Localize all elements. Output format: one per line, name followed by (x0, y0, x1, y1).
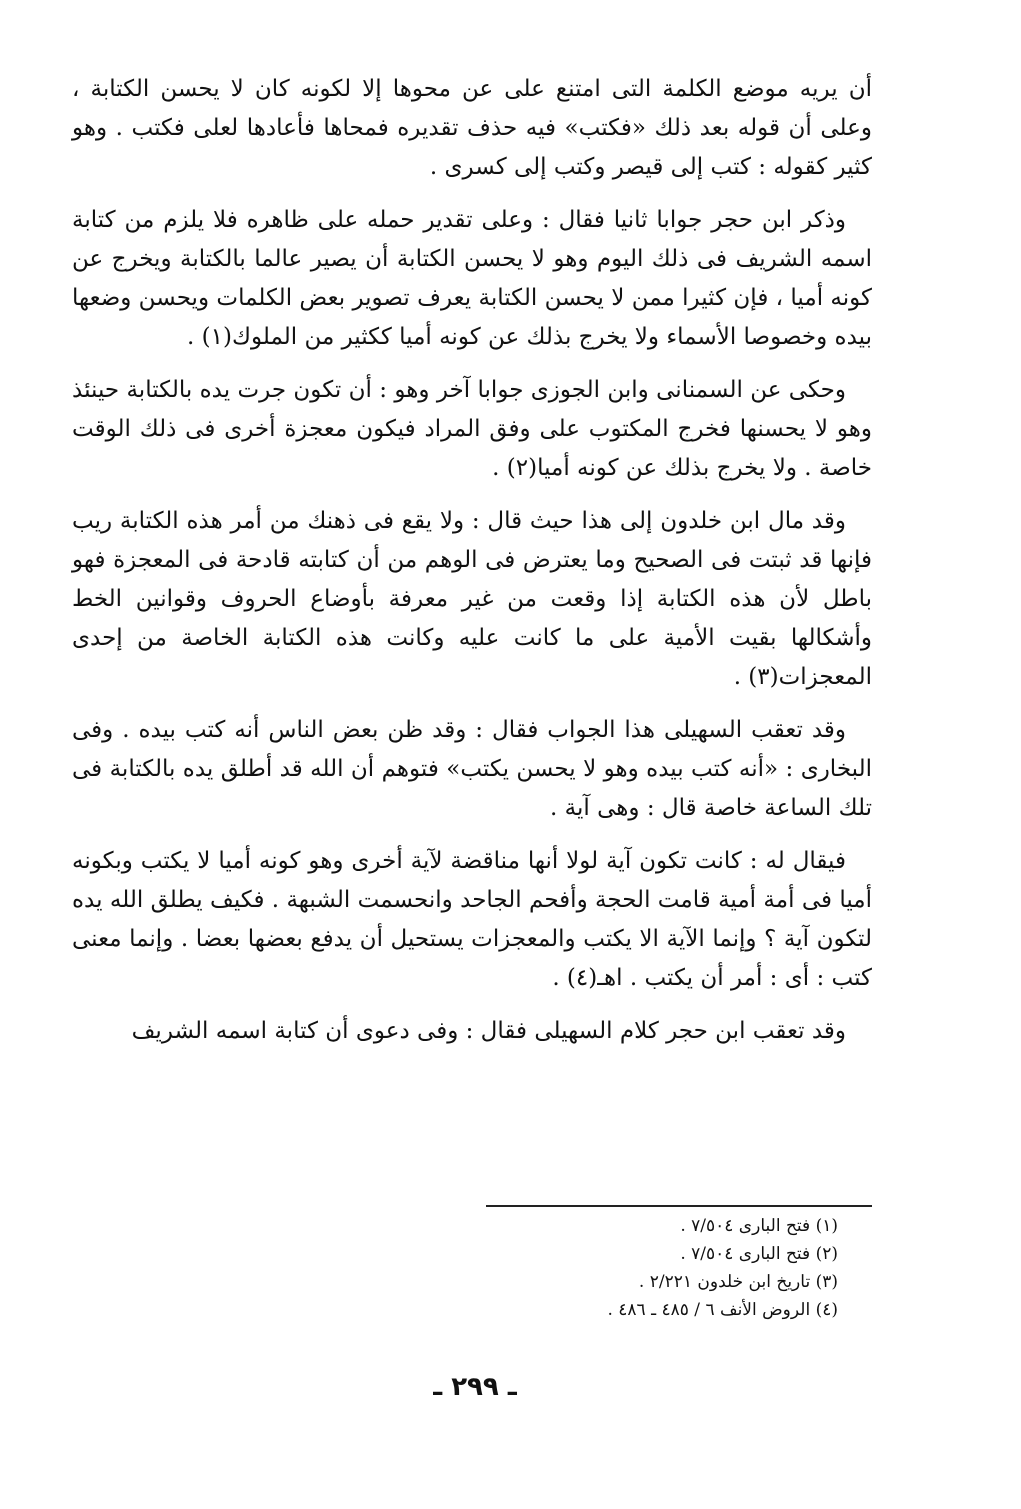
paragraph-6: فيقال له : كانت تكون آية لولا أنها مناقضة لآية أخرى وهو كونه أميا لا يكتب وبكونه أميا فى أمة أمية قامت الحجة وأفحم الجاحد وانحسمت الشبهة . فكيف يطلق الله يده لتكون آية ؟ وإنما الآية الا يكتب والمعجزات يستحيل أن يدفع بعضها بعضا . وإنما معنى كتب : أى : أمر أن يكتب . اهـ(٤) . (72, 848, 872, 991)
footnotes (486, 1212, 838, 1324)
paragraph-5: وقد تعقب السهيلى هذا الجواب فقال : وقد ظن بعض الناس أنه كتب بيده . وفى البخارى : «أنه كتب بيده وهو لا يحسن يكتب» فتوهم أن الله قد أطلق يده بالكتابة فى تلك الساعة خاصة قال : وهى آية . (72, 717, 872, 821)
page-number: ـ ٢٩٩ ـ (433, 1372, 517, 1402)
paragraph-3: وحكى عن السمنانى وابن الجوزى جوابا آخر وهو : أن تكون جرت يده بالكتابة حينئذ وهو لا يحسنها فخرج المكتوب على وفق المراد فيكون معجزة أخرى فى ذلك الوقت خاصة . ولا يخرج بذلك عن كونه أميا(٢) . (72, 377, 872, 481)
paragraph-4: وقد مال ابن خلدون إلى هذا حيث قال : ولا يقع فى ذهنك من أمر هذه الكتابة ريب فإنها قد ثبتت فى الصحيح وما يعترض فى الوهم من أن كتابته قادحة فى المعجزة فهو باطل لأن هذه الكتابة إذا وقعت من غير معرفة بأوضاع الحروف وقوانين الخط وأشكالها بقيت الأمية على ما كانت عليه وكانت هذه الكتابة الخاصة من إحدى المعجزات(٣) . (72, 508, 872, 690)
footnote-1: (١) فتح البارى ٧/٥٠٤ . (680, 1216, 838, 1236)
footnote-4: (٤) الروض الأنف ٦ / ٤٨٥ ـ ٤٨٦ . (607, 1300, 838, 1320)
paragraph-7: وقد تعقب ابن حجر كلام السهيلى فقال : وفى دعوى أن كتابة اسمه الشريف (131, 1018, 846, 1044)
paragraph-2: وذكر ابن حجر جوابا ثانيا فقال : وعلى تقدير حمله على ظاهره فلا يلزم من كتابة اسمه الشريف فى ذلك اليوم وهو لا يحسن الكتابة أن يصير عالما بالكتابة ويخرج عن كونه أميا ، فإن كثيرا ممن لا يحسن الكتابة يعرف تصوير بعض الكلمات ويحسن وضعها بيده وخصوصا الأسماء ولا يخرج بذلك عن كونه أميا ككثير من الملوك(١) . (72, 207, 872, 350)
footnote-3: (٣) تاريخ ابن خلدون ٢/٢٢١ . (638, 1272, 838, 1292)
paragraph-1: أن يريه موضع الكلمة التى امتنع على عن محوها إلا لكونه كان لا يحسن الكتابة ، وعلى أن قوله بعد ذلك «فكتب» فيه حذف تقديره فمحاها فأعادها لعلى فكتب . وهو كثير كقوله : كتب إلى قيصر وكتب إلى كسرى . (72, 76, 872, 180)
footnote-2: (٢) فتح البارى ٧/٥٠٤ . (680, 1244, 838, 1264)
main-text (72, 70, 872, 1065)
footnote-separator (486, 1205, 872, 1207)
